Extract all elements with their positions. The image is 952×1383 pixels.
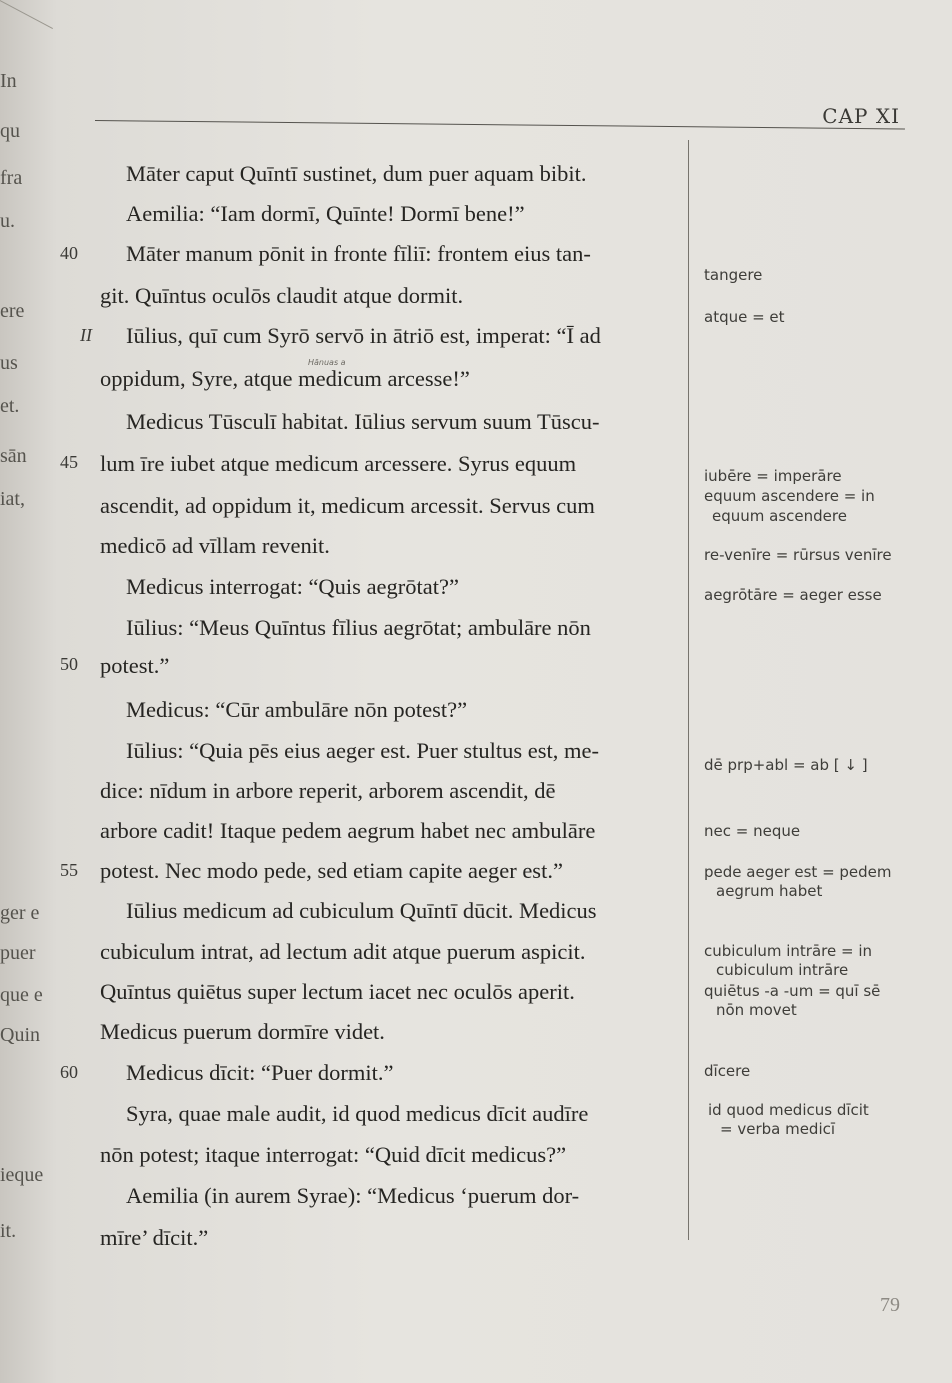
text-line: Aemilia (in aurem Syrae): “Medicus ‘puerum dor- xyxy=(126,1183,580,1208)
handwritten-note: Hānuas a xyxy=(308,358,346,367)
text-line: potest. Nec modo pede, sed etiam capite aeger est.” xyxy=(100,858,563,883)
text-line: Iūlius: “Quia pēs eius aeger est. Puer stultus est, me- xyxy=(126,738,600,763)
gloss-entry: quiētus -a -um = quī sē xyxy=(704,982,881,1000)
gloss-entry: cubiculum intrāre xyxy=(716,961,849,979)
gloss-entry: nec = neque xyxy=(704,822,801,840)
page-number: 79 xyxy=(880,1294,900,1316)
margin-fragment: fra xyxy=(0,167,23,189)
margin-fragment: que e xyxy=(0,984,43,1006)
margin-fragment: puer xyxy=(0,942,36,964)
text-line: Quīntus quiētus super lectum iacet nec oculōs aperit. xyxy=(100,979,575,1004)
text-line: Medicus Tūsculī habitat. Iūlius servum suum Tūscu- xyxy=(126,409,600,434)
margin-fragment: u. xyxy=(0,210,15,232)
gloss-entry: aegrum habet xyxy=(716,882,823,900)
gloss-entry: cubiculum intrāre = in xyxy=(704,942,873,960)
gloss-entry: equum ascendere = in xyxy=(704,487,875,505)
gloss-entry: pede aeger est = pedem xyxy=(704,863,892,881)
gloss-entry: atque = et xyxy=(704,308,785,326)
margin-fragment: iat, xyxy=(0,488,25,510)
gloss-entry: id quod medicus dīcit xyxy=(708,1101,869,1119)
margin-fragment: qu xyxy=(0,120,20,142)
text-line: potest.” xyxy=(100,653,170,678)
margin-fragment: ger e xyxy=(0,902,40,924)
line-number: 40 xyxy=(60,243,78,263)
line-number: 60 xyxy=(60,1062,78,1082)
text-line: oppidum, Syre, atque medicum arcesse!” xyxy=(100,366,470,391)
gloss-entry: dē prp+abl = ab [ ↓ ] xyxy=(704,756,868,774)
header-rule xyxy=(95,120,905,129)
text-line: Syra, quae male audit, id quod medicus dīcit audīre xyxy=(126,1101,589,1126)
text-line: arbore cadit! Itaque pedem aegrum habet nec ambulāre xyxy=(100,818,596,843)
gloss-entry: = verba medicī xyxy=(720,1120,836,1138)
margin-fragment: et. xyxy=(0,395,20,417)
gloss-entry: iubēre = imperāre xyxy=(704,467,842,485)
gloss-entry: nōn movet xyxy=(716,1001,797,1019)
text-line: cubiculum intrat, ad lectum adit atque puerum aspicit. xyxy=(100,939,586,964)
paragraph-marker: II xyxy=(80,325,92,345)
text-line: Māter manum pōnit in fronte fīliī: frontem eius tan- xyxy=(126,241,591,266)
line-number: 55 xyxy=(60,860,78,880)
gloss-column-rule xyxy=(688,140,689,1240)
gloss-entry: equum ascendere xyxy=(712,507,847,525)
margin-fragment: us xyxy=(0,352,18,374)
text-line: lum īre iubet atque medicum arcessere. Syrus equum xyxy=(100,451,577,476)
margin-fragment: it. xyxy=(0,1220,17,1242)
gloss-entry: dīcere xyxy=(704,1062,751,1080)
chapter-heading: CAP XI xyxy=(822,104,900,128)
margin-fragment: sān xyxy=(0,445,27,467)
text-line: Medicus: “Cūr ambulāre nōn potest?” xyxy=(126,697,468,722)
margin-fragment: ieque xyxy=(0,1164,44,1186)
text-line: git. Quīntus oculōs claudit atque dormit. xyxy=(100,283,464,308)
gloss-entry: tangere xyxy=(704,266,763,284)
gloss-entry: re-venīre = rūrsus venīre xyxy=(704,546,892,564)
text-line: medicō ad vīllam revenit. xyxy=(100,533,330,558)
text-line: mīre’ dīcit.” xyxy=(100,1225,209,1250)
margin-fragment: In xyxy=(0,70,17,92)
text-line: Medicus interrogat: “Quis aegrōtat?” xyxy=(126,574,459,599)
text-line: Iūlius: “Meus Quīntus fīlius aegrōtat; ambulāre nōn xyxy=(126,615,591,640)
text-line: ascendit, ad oppidum it, medicum arcessit. Servus cum xyxy=(100,493,595,518)
line-number: 45 xyxy=(60,452,78,472)
gloss-entry: aegrōtāre = aeger esse xyxy=(704,586,882,604)
margin-fragment: Quin xyxy=(0,1024,40,1046)
text-line: Iūlius medicum ad cubiculum Quīntī dūcit. Medicus xyxy=(126,898,597,923)
margin-fragment: ere xyxy=(0,300,25,322)
text-line: Aemilia: “Iam dormī, Quīnte! Dormī bene!” xyxy=(126,201,525,226)
text-line: Māter caput Quīntī sustinet, dum puer aquam bibit. xyxy=(126,161,587,186)
text-line: nōn potest; itaque interrogat: “Quid dīcit medicus?” xyxy=(100,1142,567,1167)
text-line: Medicus puerum dormīre videt. xyxy=(100,1019,385,1044)
text-line: dice: nīdum in arbore reperit, arborem ascendit, dē xyxy=(100,778,556,803)
text-line: Iūlius, quī cum Syrō servō in ātriō est, imperat: “Ī ad xyxy=(126,323,601,348)
text-line: Medicus dīcit: “Puer dormit.” xyxy=(126,1060,394,1085)
line-number: 50 xyxy=(60,654,78,674)
